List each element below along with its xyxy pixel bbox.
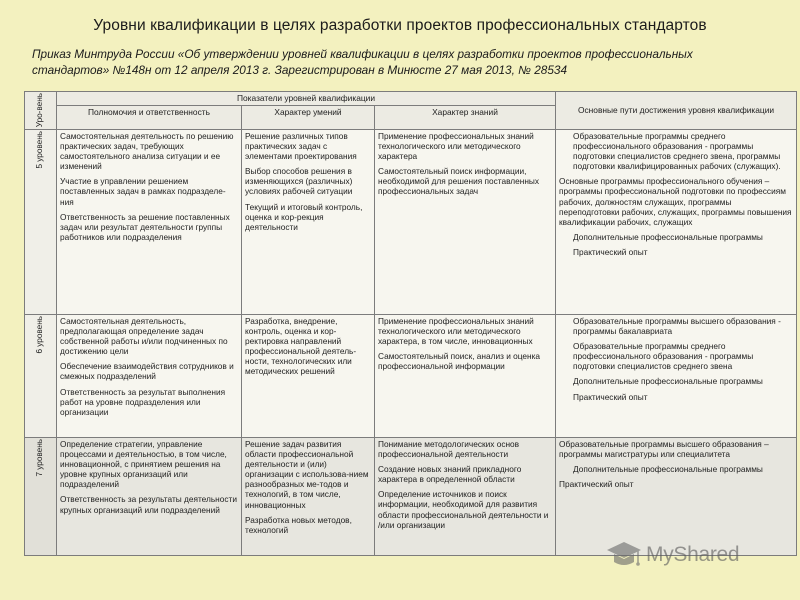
cell-text: Разработка новых методов, технологий xyxy=(245,514,352,535)
table-row xyxy=(25,130,797,315)
graduation-cap-icon xyxy=(606,539,642,571)
cell-text: Применение профессиональных знаний технологического или методического характера, в том числе, инновационных xyxy=(378,316,534,347)
cell-text: Дополнительные профессиональные программы xyxy=(573,231,763,242)
cell-text: Выбор способов решения в изменяющихся (различных) условиях рабочей ситуации xyxy=(245,166,353,197)
cell-text: Практический опыт xyxy=(573,391,648,402)
cell-text: Образовательные программы среднего профессионального образования - программы подготовки специалистов среднего звена, программы подготовки квалифицированных рабочих (служащих). xyxy=(573,131,781,172)
cell-text: Практический опыт xyxy=(559,479,634,490)
table-row xyxy=(25,315,797,438)
cell-text: Образовательные программы высшего образования - программы бакалавриата xyxy=(573,316,781,337)
cell-text: Дополнительные профессиональные программы xyxy=(573,464,763,475)
level-label: 5 уровень xyxy=(35,131,45,169)
page-title: Уровни квалификации в целях разработки проектов профессиональных стандартов xyxy=(93,17,707,34)
level-cell xyxy=(25,438,57,556)
cell-text: Ответственность за результаты деятельности крупных организаций или подразделений xyxy=(60,494,237,515)
knowledge-cell xyxy=(375,130,556,315)
header-knowledge: Характер знаний xyxy=(375,106,556,130)
cell-text: Ответственность за результат выполнения работ на уровне подразделения или организации xyxy=(60,386,226,417)
level-cell xyxy=(25,130,57,315)
cell-text: Самостоятельный поиск информации, необходимой для решения поставленных профессиональных задач xyxy=(378,166,540,197)
header-level-label: Уро-вень xyxy=(35,93,45,128)
level-label: 6 уровень xyxy=(35,316,45,354)
cell-text: Создание новых знаний прикладного характера в определенной области xyxy=(378,464,522,485)
cell-text: Дополнительные профессиональные программы xyxy=(573,376,763,387)
cell-text: Образовательные программы высшего образования – программы магистратуры или специалитета xyxy=(559,439,769,460)
authority-cell xyxy=(57,130,242,315)
cell-text: Определение источников и поиск информации, необходимой для развития области профессиональной деятельности и /или организации xyxy=(378,489,549,530)
header-level xyxy=(25,92,57,130)
cell-text: Понимание методологических основ профессиональной деятельности xyxy=(378,439,520,460)
header-authority: Полномочия и ответственность xyxy=(57,106,242,130)
cell-text: Применение профессиональных знаний технологического или методического характера xyxy=(378,131,534,162)
cell-text: Решение различных типов практических задач с элементами проектирования xyxy=(245,131,357,162)
skills-cell xyxy=(242,130,375,315)
cell-text: Определение стратегии, управление процессами и деятельностью, в том числе, инновационной, с принятием решения на уровне крупных организаций или подразделений xyxy=(60,439,227,490)
watermark-text: MyShared xyxy=(646,543,740,566)
cell-text: Участие в управлении решением поставленных задач в рамках подразделе-ния xyxy=(60,176,226,207)
cell-text: Самостоятельный поиск, анализ и оценка профессиональной информации xyxy=(378,351,541,372)
skills-cell xyxy=(242,438,375,556)
cell-text: Решение задач развития области профессиональной деятельности и (или) организации с использова-нием разнообразных ме-тодов и технологий, в том числе, инновационных xyxy=(245,439,369,510)
cell-text: Ответственность за решение поставленных задач или результат деятельности группы работников или подразделения xyxy=(60,211,230,242)
paths-cell xyxy=(556,315,797,438)
cell-text: Обеспечение взаимодействия сотрудников и смежных подразделений xyxy=(60,361,234,382)
knowledge-cell xyxy=(375,438,556,556)
watermark-logo xyxy=(606,538,776,572)
cell-text: Основные программы профессионального обучения – программы профессиональной подготовки по профессиям рабочих, должностям служащих, программы переподготовки рабочих, служащих, программы повышения квалификации рабочих, служащих xyxy=(559,176,792,227)
cell-text: Самостоятельная деятельность по решению практических задач, требующих самостоятельного анализа ситуации и ее изменений xyxy=(60,131,234,172)
header-skills: Характер умений xyxy=(242,106,375,130)
knowledge-cell xyxy=(375,315,556,438)
cell-text: Образовательные программы среднего профессионального образования - программы подготовки специалистов среднего звена xyxy=(573,341,754,372)
cell-text: Самостоятельная деятельность, предполагающая определение задач собственной работы и/или подчиненных по достижению цели xyxy=(60,316,228,357)
page-subtitle: Приказ Минтруда России «Об утверждении уровней квалификации в целях разработки проектов профессиональных стандартов» №148н от 12 апреля 2013 г. Зарегистрирован в Минюсте 27 мая 2013, № 28534 xyxy=(32,47,693,77)
authority-cell xyxy=(57,315,242,438)
cell-text: Текущий и итоговый контроль, оценка и кор-рекция деятельности xyxy=(245,201,363,232)
cell-text: Практический опыт xyxy=(573,246,648,257)
header-indicators: Показатели уровней квалификации xyxy=(57,92,556,106)
level-label: 7 уровень xyxy=(35,439,45,477)
header-paths: Основные пути достижения уровня квалификации xyxy=(556,92,797,130)
authority-cell xyxy=(57,438,242,556)
qualification-levels-table xyxy=(24,91,797,556)
paths-cell xyxy=(556,130,797,315)
cell-text: Разработка, внедрение, контроль, оценка и кор-ректировка направлений профессиональной деятель-ности, технологических или методических решений xyxy=(245,316,357,377)
skills-cell xyxy=(242,315,375,438)
level-cell xyxy=(25,315,57,438)
